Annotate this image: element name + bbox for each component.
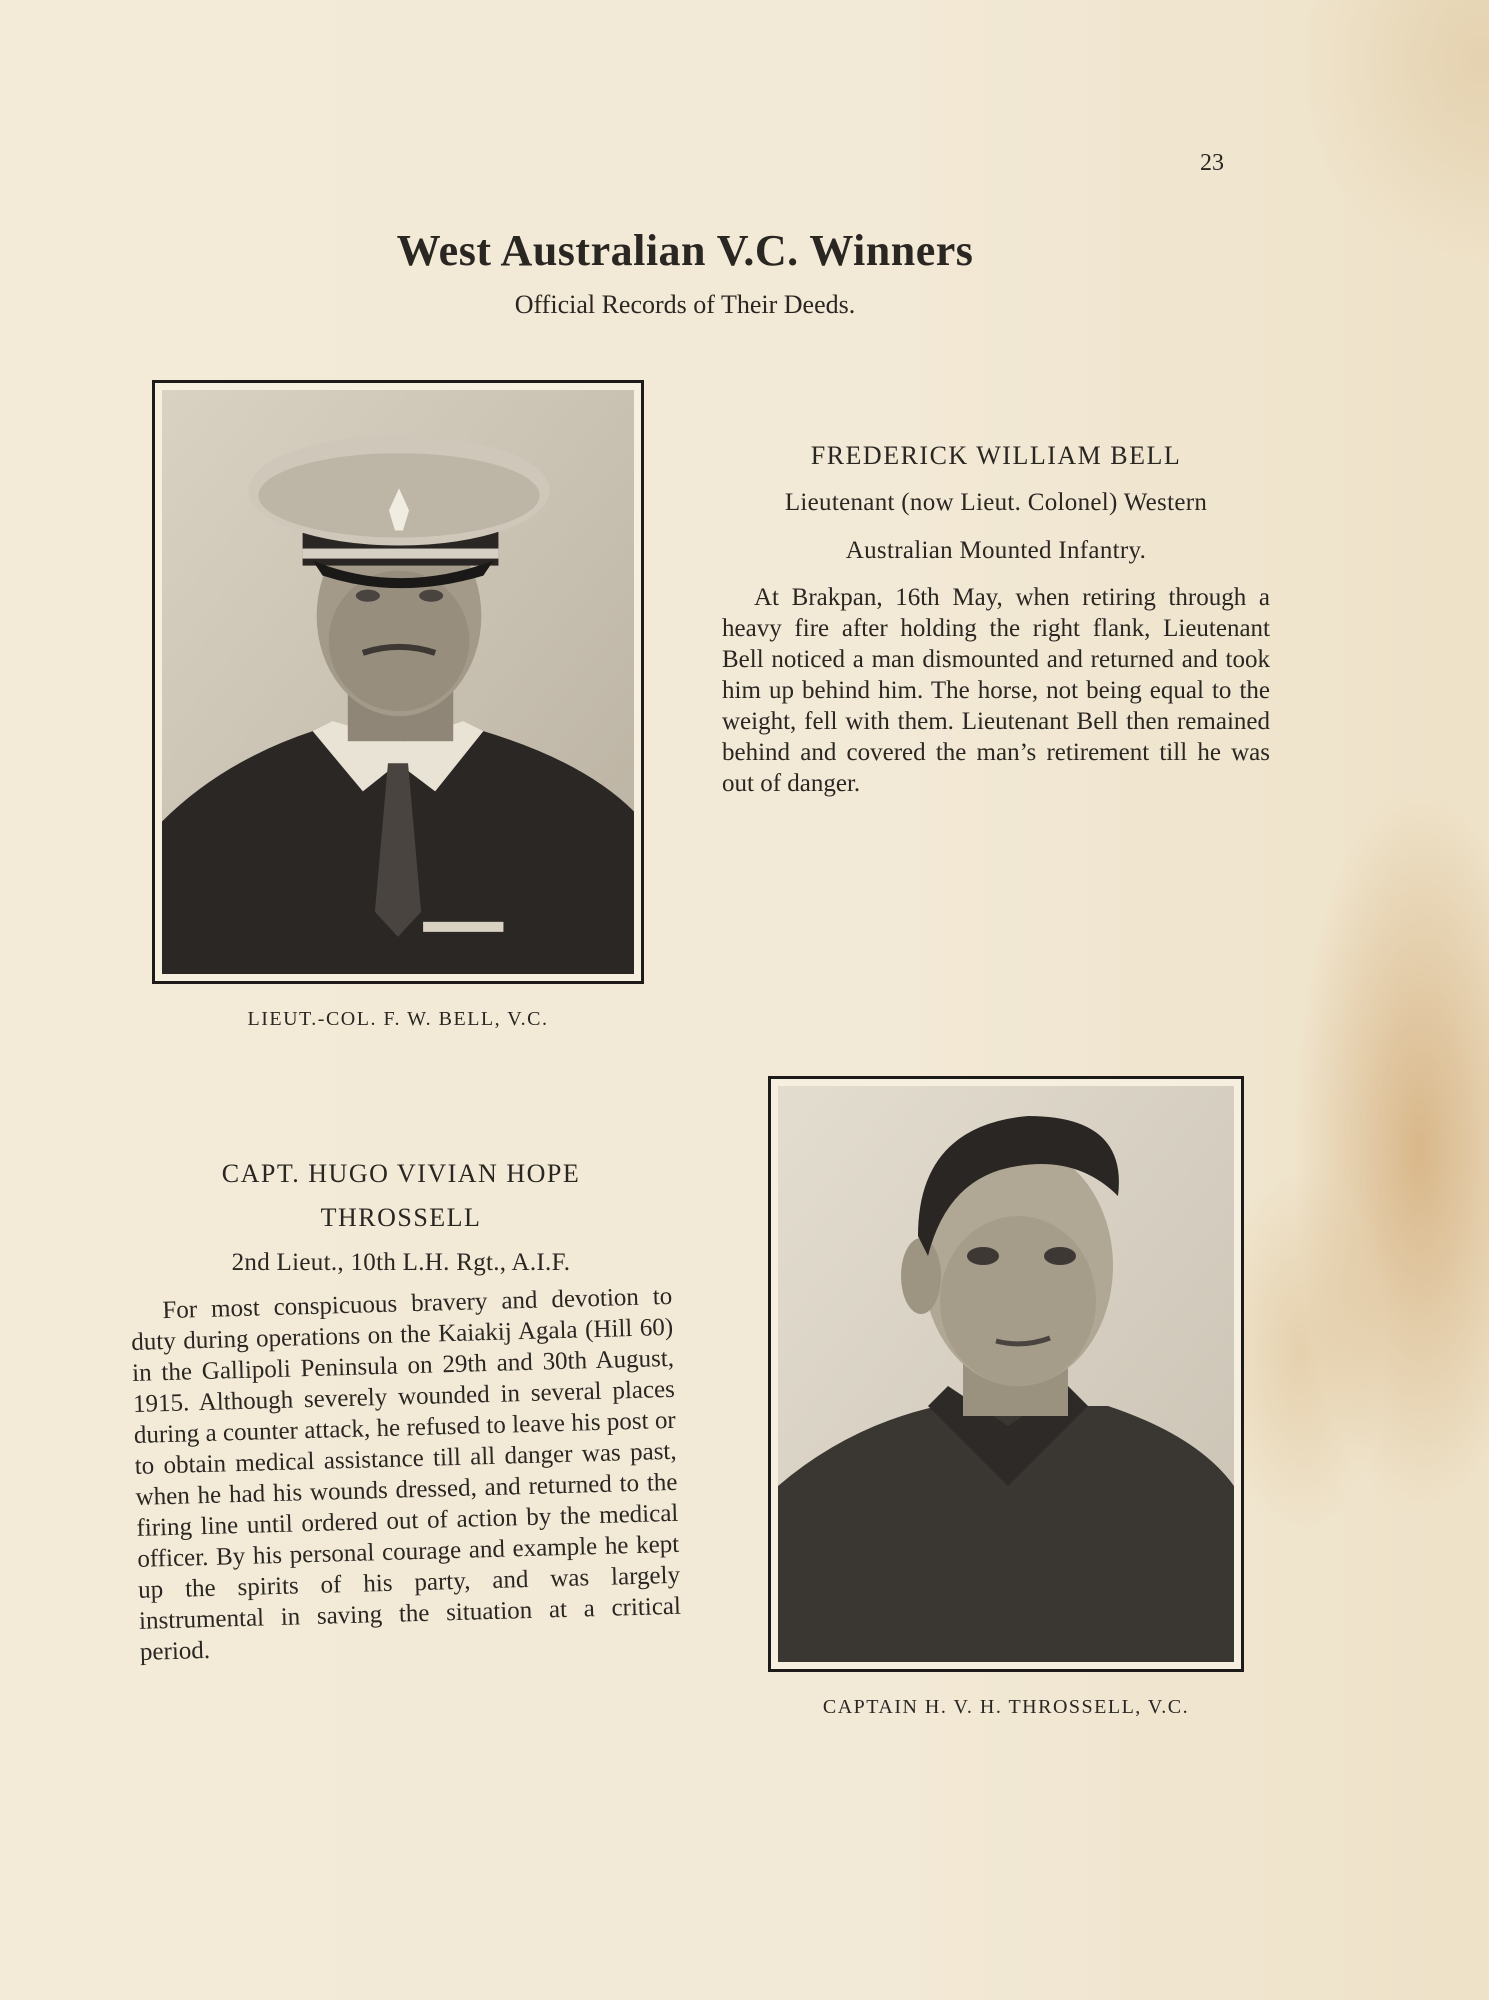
page-number: 23 bbox=[1200, 150, 1224, 176]
bell-photo-caption: LIEUT.-COL. F. W. BELL, V.C. bbox=[247, 1008, 549, 1030]
bell-rank-line2: Australian Mounted Infantry. bbox=[845, 537, 1147, 564]
throssell-entry bbox=[130, 1152, 682, 1668]
bell-name: FREDERICK WILLIAM BELL bbox=[810, 441, 1182, 470]
throssell-name-line2: THROSSELL bbox=[320, 1203, 482, 1232]
bell-portrait-photo bbox=[152, 380, 644, 984]
throssell-rank: 2nd Lieut., 10th L.H. Rgt., A.I.F. bbox=[231, 1249, 571, 1276]
page-subtitle: Official Records of Their Deeds. bbox=[514, 290, 856, 319]
bell-rank-line1: Lieutenant (now Lieut. Colonel) Western bbox=[784, 489, 1208, 516]
throssell-portrait-photo bbox=[768, 1076, 1244, 1672]
throssell-citation: For most conspicuous bravery and devotion to duty during operations on the Kaiakij Agala (Hill 60) in the Gallipoli Peninsula on 29th and 30th August, 1915. Although severely wounded in several places during a counter attack, he refused to leave his post or to obtain medical assistance till all danger was past, when he had his wounds dressed, and returned to the firing line until ordered out of action by the medical officer. By his personal courage and example he kept up the spirits of his party, and was largely instrumental in saving the situation at a critical period. bbox=[130, 1282, 682, 1666]
throssell-portrait-image bbox=[778, 1086, 1234, 1662]
throssell-name-line1: CAPT. HUGO VIVIAN HOPE bbox=[221, 1159, 581, 1188]
bell-entry bbox=[722, 434, 1270, 799]
throssell-photo-caption: CAPTAIN H. V. H. THROSSELL, V.C. bbox=[822, 1696, 1190, 1718]
bell-portrait-image bbox=[162, 390, 634, 974]
page-title: West Australian V.C. Winners bbox=[396, 226, 974, 275]
bell-citation: At Brakpan, 16th May, when retiring through a heavy fire after holding the right flank, Lieutenant Bell noticed a man dismounted and returned and took him up behind him. The horse, not being equal to the weight, fell with them. Lieutenant Bell then remained behind and covered the man’s retirement till he was out of danger. bbox=[722, 584, 1270, 797]
